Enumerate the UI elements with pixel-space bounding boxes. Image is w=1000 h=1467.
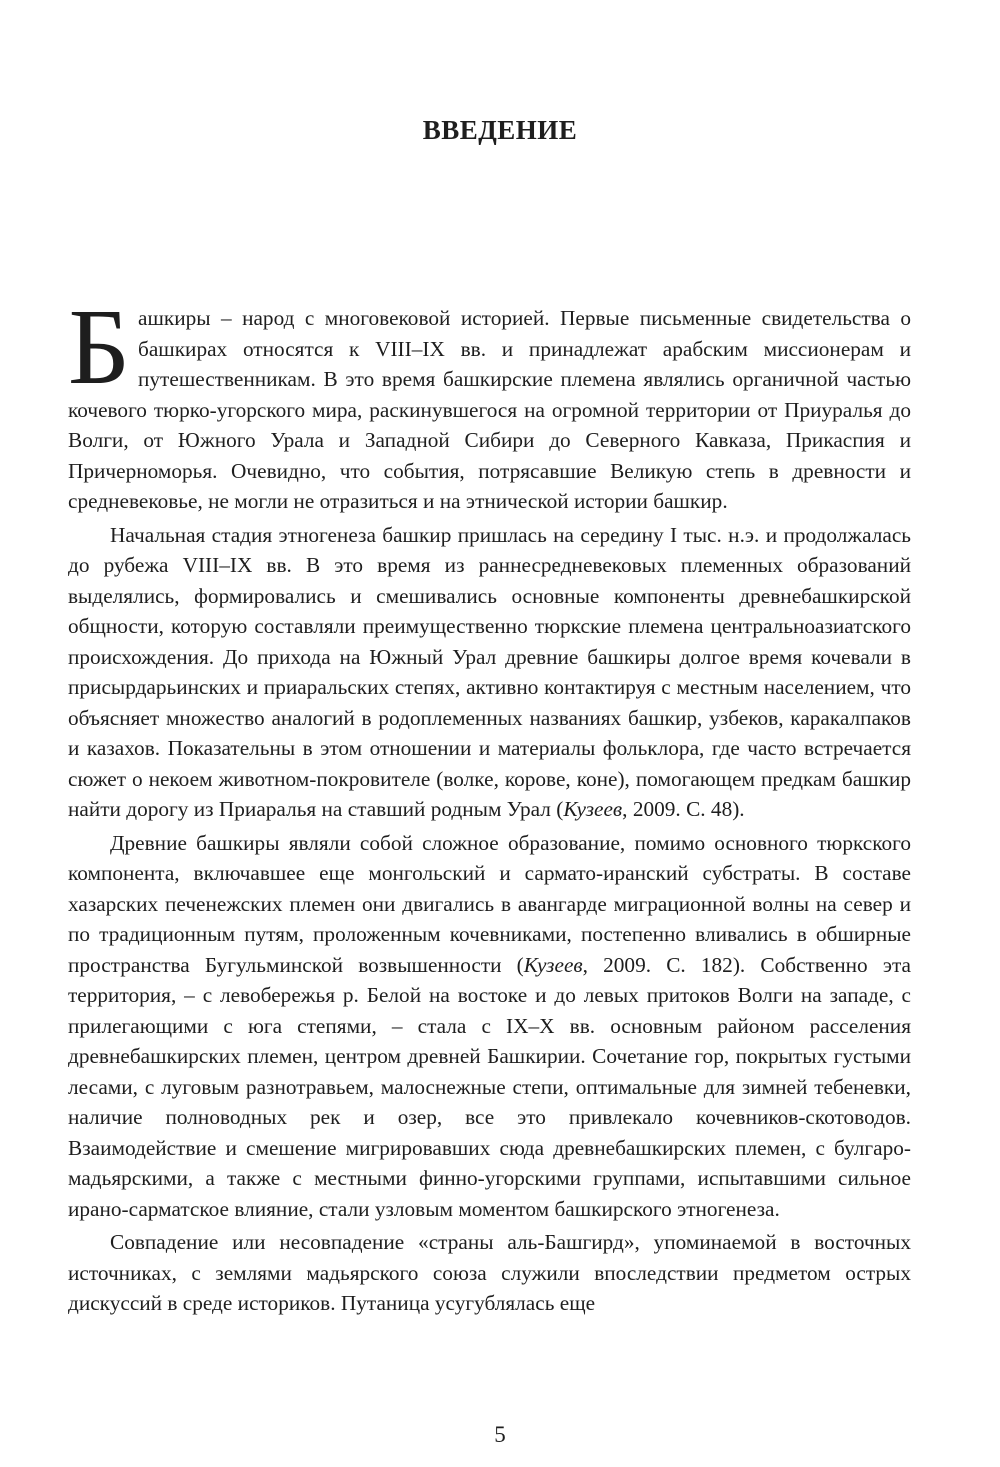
drop-cap: Б [68,288,131,407]
citation-tail: , 2009. С. 48). [622,797,745,821]
paragraph-3 [68,828,911,1225]
page-number: 5 [494,1422,506,1447]
paragraph-2 [68,520,911,825]
paragraph-text: Древние башкиры являли собой сложное образование, помимо основного тюркского компонента, включавшее еще монгольский и сармато-иранский субстраты. В составе хазарских печенежских племен они двигались в авангарде миграционной волны на север и по традиционным путям, проложенным кочевниками, постепенно вливались в обширные пространства Бугульминской возвышенности ( [68,830,911,977]
paragraph-text: , 2009. С. 182). Собственно эта территория, – с левобережья р. Белой на востоке и до левых притоков Волги на западе, с прилегающими с юга степями, – стала с IX–X вв. основным районом расселения древнебашкирских племен, центром древней Башкирии. Сочетание гор, покрытых густыми лесами, с луговым разнотравьем, малоснежные степи, оптимальные для зимней тебеневки, наличие полноводных рек и озер, все это привлекало кочевников-скотоводов. Взаимодействие и смешение мигрировавших сюда древнебашкирских племен, с булгаро-мадьярскими, а также с местными финно-угорскими группами, испытавшими сильное ирано-сарматское влияние, стали узловым моментом башкирского этногенеза. [68,952,911,1221]
paragraph-4 [68,1227,911,1319]
paragraph-text: ашкиры – народ с многовековой историей. Первые письменные свидетельства о башкирах относятся к VIII–IX вв. и принадлежат арабским миссионерам и путешественникам. В это время башкирские племена являлись органичной частью кочевого тюрко-угорского мира, раскинувшегося на огромной территории от Приуралья до Волги, от Южного Урала и Западной Сибири до Северного Кавказа, Прикаспия и Причерноморья. Очевидно, что события, потрясавшие Великую степь в древности и средневековье, не могли не отразиться и на этнической истории башкир. [68,306,911,513]
paragraph-text: Совпадение или несовпадение «страны аль-Башгирд», упоминаемой в восточных источниках, с землями мадьярского союза служили впоследствии предметом острых дискуссий в среде историков. Путаница усугублялась еще [68,1230,911,1315]
author-citation: Кузеев [523,952,583,977]
paragraph-text: Начальная стадия этногенеза башкир пришлась на середину I тыс. н.э. и продолжалась до рубежа VIII–IX вв. В это время из раннесредневековых племенных образований выделялись, формировались и смешивались основные компоненты древнебашкирской общности, которую составляли преимущественно тюркские племена центральноазиатского происхождения. До прихода на Южный Урал древние башкиры долгое время кочевали в присырдарьинских и приаральских степях, активно контактируя с местным населением, что объясняет множество аналогий в родоплеменных названиях башкир, узбеков, каракалпаков и казахов. Показательны в этом отношении и материалы фольклора, где часто встречается сюжет о некоем животном-покровителе (волке, корове, коне), помогающем предкам башкир найти дорогу из Приаралья на ставший родным Урал ( [68,522,911,821]
page-title: ВВЕДЕНИЕ [422,115,578,146]
author-citation: Кузеев [563,797,623,821]
paragraph-1 [68,288,911,517]
body-text [68,288,911,1319]
